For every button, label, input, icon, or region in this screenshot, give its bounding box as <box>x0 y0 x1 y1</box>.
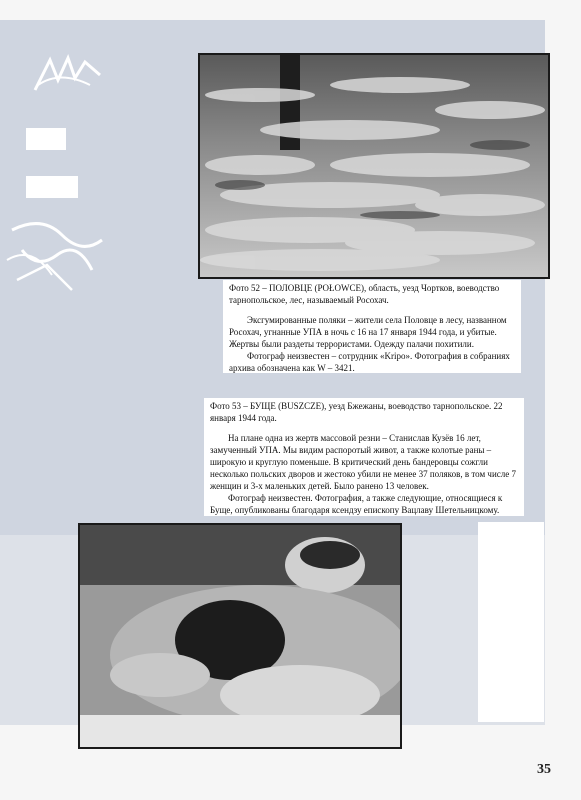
scribble-decoration-top <box>30 50 110 95</box>
scribble-decoration-middle <box>2 210 112 300</box>
photo-53-caption-credit: Фотограф неизвестен. Фотография, а также следующие, относящиеся к Буще, опубликованы благодаря ксендзу епископу Вацлаву Шетельницкому. <box>210 493 503 515</box>
left-white-block-1 <box>26 128 66 150</box>
photo-53-caption-body: На плане одна из жертв массовой резни – Станислав Кузёв 16 лет, замученный УПА. Мы видим распоротый живот, а также колотые раны – широкую и круглую поменьше. В критический день бандеровцы сожгли несколько польских дворов и жестоко убили не менее 37 поляков, в том числе 7 женщин и 3-х маленьких детей. Было ранено 13 человек. <box>210 433 516 491</box>
photo-53-caption-title: Фото 53 – БУЩЕ (BUSZCZE), уезд Бжежаны, воеводство тарнопольское. 22 января 1944 года. <box>210 401 503 423</box>
page-number: 35 <box>537 762 551 777</box>
photo-52-caption-title: Фото 52 – ПОЛОВЦЕ (POŁOWCE), область, уезд Чортков, воеводство тарнопольское, лес, называемый Росохач. <box>229 283 500 305</box>
photo-52-caption-credit: Фотограф неизвестен – сотрудник «Kripo». Фотография в собраниях архива обозначена как W – 3421. <box>229 351 510 373</box>
photo-52-exhumed-victims <box>198 53 550 279</box>
left-white-block-2 <box>26 176 78 198</box>
right-white-block <box>478 522 544 722</box>
photo-52-caption <box>223 280 521 373</box>
photo-53-caption <box>204 398 524 516</box>
photo-52-caption-body: Эксгумированные поляки – жители села Половце в лесу, названном Росохач, угнанные УПА в ночь с 16 на 17 января 1944 года, и убитые. Жертвы были раздеты террористами. Одежду палачи похитили. <box>229 315 507 349</box>
photo-53-victim <box>78 523 402 749</box>
